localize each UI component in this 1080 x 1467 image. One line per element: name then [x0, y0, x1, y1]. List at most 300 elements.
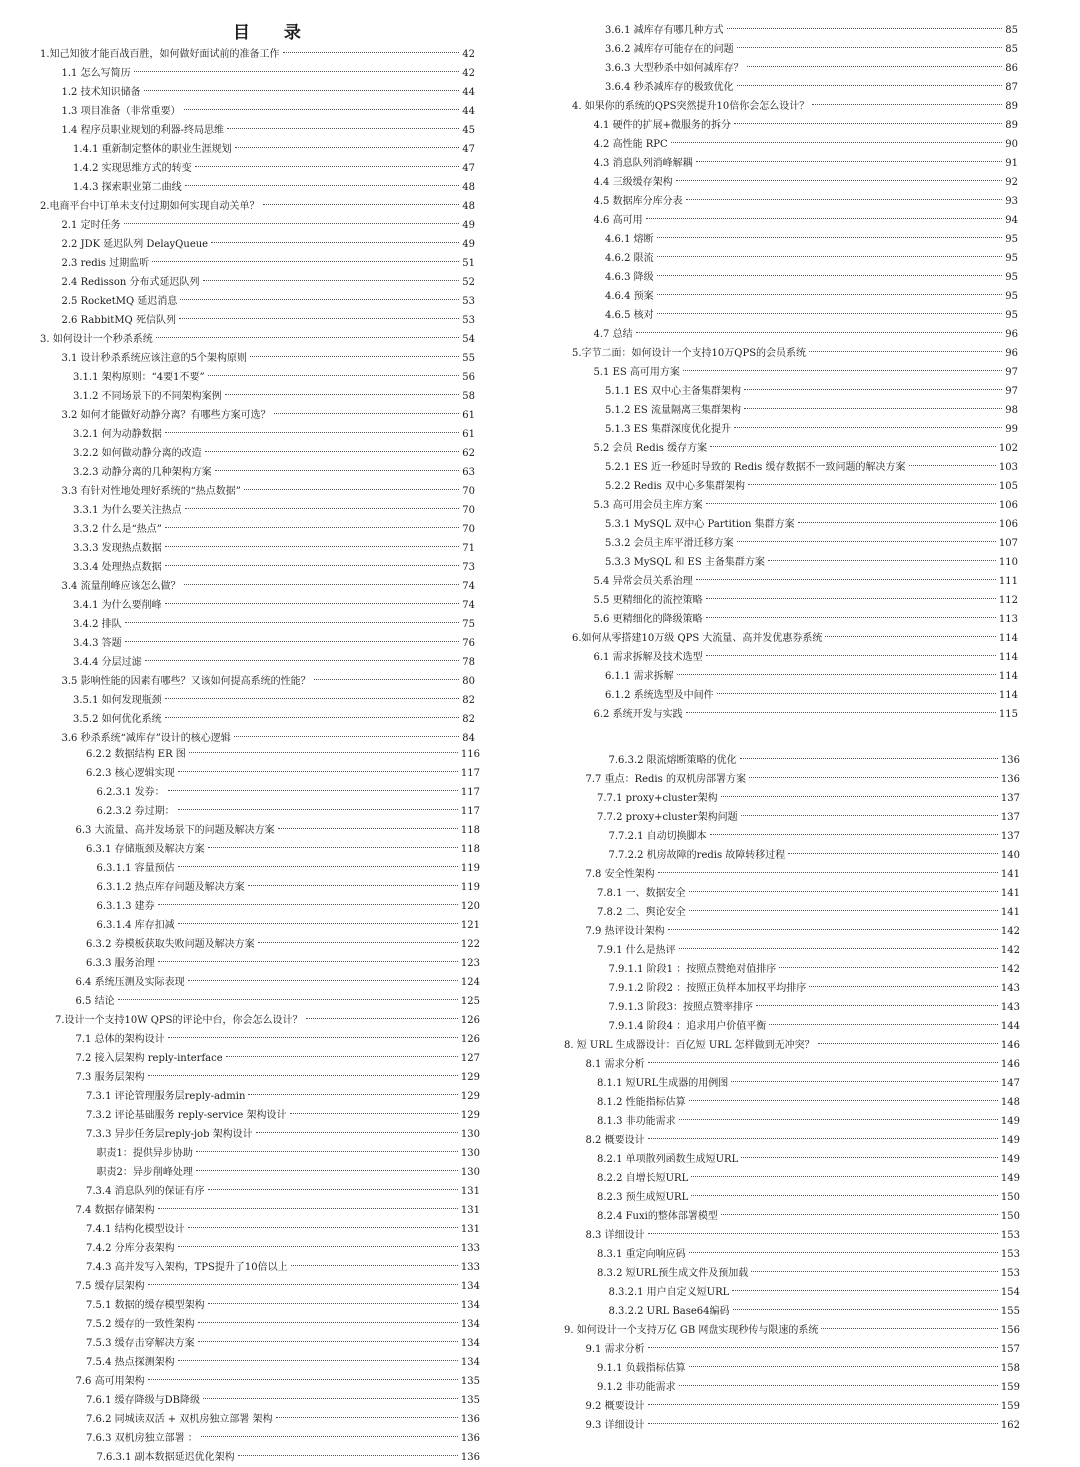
toc-entry[interactable] [76, 992, 481, 1011]
toc-entry-page: 136 [460, 1414, 480, 1425]
toc-entry[interactable] [86, 1258, 480, 1277]
toc-entry-title: 3.4.3 答题 [73, 638, 122, 649]
toc-entry-title: 9.3 详细设计 [585, 1420, 645, 1431]
toc-entry-page: 119 [460, 863, 480, 874]
toc-entry[interactable] [605, 230, 1018, 249]
toc-entry-title: 5.字节二面：如何设计一个支持10万QPS的会员系统 [572, 348, 807, 359]
toc-entry[interactable] [62, 235, 476, 254]
toc-entry[interactable] [564, 1321, 1020, 1340]
toc-leader-dots [818, 1043, 998, 1044]
toc-entry[interactable] [597, 808, 1020, 827]
toc-entry[interactable] [40, 197, 475, 216]
toc-entry-title: 5.2 会员 Redis 缓存方案 [593, 443, 708, 454]
toc-entry-page: 44 [462, 106, 475, 117]
toc-leader-dots [278, 828, 458, 829]
toc-entry[interactable] [572, 344, 1018, 363]
toc-entry[interactable] [76, 1068, 481, 1087]
toc-entry[interactable] [605, 686, 1018, 705]
toc-entry-page: 82 [462, 714, 475, 725]
toc-entry[interactable] [97, 802, 481, 821]
toc-entry[interactable] [76, 1030, 481, 1049]
toc-entry[interactable] [605, 287, 1018, 306]
toc-leader-dots [165, 565, 460, 566]
toc-entry[interactable] [594, 648, 1019, 667]
toc-leader-dots [148, 1284, 458, 1285]
toc-entry-title: 3.1 设计秒杀系统应该注意的5个架构原则 [61, 353, 247, 364]
toc-entry-page: 150 [1000, 1192, 1020, 1203]
toc-entry[interactable] [73, 159, 475, 178]
toc-leader-dots [788, 853, 998, 854]
toc-leader-dots [689, 1366, 998, 1367]
toc-entry[interactable] [62, 672, 476, 691]
toc-entry-title: 5.1.2 ES 流量隔离三集群架构 [605, 405, 741, 416]
toc-entry[interactable] [62, 254, 476, 273]
toc-entry-page: 95 [1005, 310, 1018, 321]
toc-entry[interactable] [73, 178, 475, 197]
toc-entry[interactable] [594, 363, 1019, 382]
toc-entry-page: 137 [1000, 793, 1020, 804]
toc-entry-title: 5.2.1 ES 近一秒延时导致的 Redis 缓存数据不一致问题的解决方案 [605, 462, 906, 473]
toc-entry-page: 130 [460, 1148, 480, 1159]
toc-column-bottom-right [564, 751, 1020, 1435]
toc-entry[interactable] [597, 789, 1020, 808]
toc-entry[interactable] [76, 1201, 481, 1220]
toc-entry-title: 8.2.4 Fuxi的整体部署模型 [597, 1211, 718, 1222]
toc-entry-title: 3.4.1 为什么要削峰 [73, 600, 162, 611]
toc-entry[interactable] [62, 482, 476, 501]
toc-entry[interactable] [597, 1359, 1020, 1378]
toc-entry-page: 105 [998, 481, 1018, 492]
toc-entry[interactable] [76, 1277, 481, 1296]
toc-leader-dots [185, 508, 460, 509]
toc-entry[interactable] [97, 859, 481, 878]
toc-entry-page: 93 [1005, 196, 1018, 207]
toc-entry[interactable] [97, 916, 481, 935]
toc-entry[interactable] [597, 884, 1020, 903]
toc-entry[interactable] [605, 401, 1018, 420]
toc-entry-page: 146 [1000, 1059, 1020, 1070]
toc-entry[interactable] [586, 1397, 1021, 1416]
toc-entry[interactable] [40, 330, 475, 349]
toc-entry[interactable] [594, 192, 1019, 211]
toc-entry[interactable] [86, 1296, 480, 1315]
toc-entry-page: 126 [460, 1015, 480, 1026]
toc-entry-title: 5.3.1 MySQL 双中心 Partition 集群方案 [605, 519, 795, 530]
toc-entry[interactable] [572, 97, 1018, 116]
toc-entry-page: 86 [1005, 63, 1018, 74]
toc-leader-dots [168, 790, 458, 791]
toc-leader-dots [276, 1417, 458, 1418]
toc-entry-page: 111 [998, 576, 1018, 587]
toc-entry-title: 6.5 结论 [75, 996, 115, 1007]
toc-leader-dots [648, 1062, 998, 1063]
toc-leader-dots [691, 1176, 998, 1177]
toc-leader-dots [263, 204, 460, 205]
toc-entry-title: 3.4 流量削峰应该怎么做？ [61, 581, 181, 592]
toc-entry-page: 157 [1000, 1344, 1020, 1355]
toc-entry-title: 7.5.3 缓存击穿解决方案 [86, 1338, 195, 1349]
toc-entry[interactable] [609, 1283, 1021, 1302]
toc-entry[interactable] [76, 1049, 481, 1068]
toc-leader-dots [756, 1005, 998, 1006]
toc-entry[interactable] [86, 1125, 480, 1144]
toc-entry[interactable] [86, 764, 480, 783]
toc-entry-title: 5.5 更精细化的流控策略 [593, 595, 703, 606]
toc-entry[interactable] [73, 596, 475, 615]
toc-leader-dots [184, 109, 460, 110]
toc-entry-page: 133 [460, 1262, 480, 1273]
toc-entry[interactable] [97, 1144, 481, 1163]
toc-leader-dots [124, 223, 460, 224]
toc-entry[interactable] [597, 1264, 1020, 1283]
toc-entry-title: 7.5.2 缓存的一致性架构 [86, 1319, 195, 1330]
toc-entry[interactable] [605, 21, 1018, 40]
toc-entry-title: 6.2.3.2 券过期： [96, 806, 175, 817]
toc-entry[interactable] [594, 173, 1019, 192]
toc-entry-title: 7.9.1.2 阶段2 ：按照正负样本加权平均排序 [608, 983, 807, 994]
toc-entry-page: 82 [462, 695, 475, 706]
toc-entry[interactable] [605, 534, 1018, 553]
toc-leader-dots [178, 771, 458, 772]
toc-entry[interactable] [73, 387, 475, 406]
toc-entry[interactable] [73, 634, 475, 653]
toc-entry[interactable] [605, 306, 1018, 325]
toc-entry[interactable] [597, 903, 1020, 922]
toc-entry-page: 116 [460, 749, 480, 760]
toc-entry[interactable] [62, 349, 476, 368]
toc-entry-title: 5.6 更精细化的降级策略 [593, 614, 703, 625]
toc-entry[interactable] [572, 629, 1018, 648]
toc-entry-title: 7.3.4 消息队列的保证有序 [86, 1186, 205, 1197]
toc-entry[interactable] [597, 1207, 1020, 1226]
toc-entry-page: 134 [460, 1281, 480, 1292]
toc-entry[interactable] [586, 1226, 1021, 1245]
toc-entry[interactable] [62, 311, 476, 330]
toc-entry-page: 134 [460, 1300, 480, 1311]
toc-entry[interactable] [594, 325, 1019, 344]
toc-entry-page: 114 [998, 690, 1018, 701]
toc-entry-title: 6.3.1.3 建券 [96, 901, 155, 912]
toc-entry[interactable] [76, 821, 481, 840]
toc-entry[interactable] [586, 922, 1021, 941]
toc-entry[interactable] [86, 1353, 480, 1372]
toc-leader-dots [215, 470, 460, 471]
toc-entry-title: 6.3 大流量、高并发场景下的问题及解决方案 [75, 825, 275, 836]
toc-entry[interactable] [605, 59, 1018, 78]
toc-leader-dots [125, 641, 460, 642]
toc-entry[interactable] [594, 572, 1019, 591]
toc-leader-dots [256, 1132, 458, 1133]
toc-entry[interactable] [73, 463, 475, 482]
toc-entry[interactable] [86, 1182, 480, 1201]
toc-entry-page: 159 [1000, 1382, 1020, 1393]
toc-leader-dots [706, 503, 996, 504]
toc-entry-page: 70 [462, 486, 475, 497]
toc-entry[interactable] [597, 1112, 1020, 1131]
toc-entry-page: 51 [462, 258, 475, 269]
toc-entry-title: 7.5.4 热点探测架构 [86, 1357, 175, 1368]
toc-entry-title: 4.5 数据库分库分表 [593, 196, 683, 207]
toc-entry[interactable] [86, 954, 480, 973]
toc-entry[interactable] [62, 102, 476, 121]
toc-entry[interactable] [586, 1416, 1021, 1435]
toc-entry-page: 129 [460, 1091, 480, 1102]
toc-entry-title: 3.2.3 动静分离的几种架构方案 [73, 467, 212, 478]
toc-entry-title: 2.6 RabbitMQ 死信队列 [61, 315, 176, 326]
toc-leader-dots [165, 717, 460, 718]
toc-entry[interactable] [73, 710, 475, 729]
toc-entry[interactable] [73, 653, 475, 672]
toc-entry[interactable] [609, 1302, 1021, 1321]
toc-leader-dots [733, 1309, 998, 1310]
toc-leader-dots [188, 1227, 458, 1228]
toc-entry-page: 106 [998, 519, 1018, 530]
toc-entry-title: 1.4.2 实现思维方式的转变 [73, 163, 192, 174]
toc-entry[interactable] [609, 979, 1021, 998]
toc-entry[interactable] [97, 878, 481, 897]
toc-entry-title: 5.1.1 ES 双中心主备集群架构 [605, 386, 741, 397]
toc-entry-page: 148 [1000, 1097, 1020, 1108]
toc-entry-title: 6.3.1.4 库存扣减 [96, 920, 175, 931]
toc-entry-page: 150 [1000, 1211, 1020, 1222]
toc-entry[interactable] [86, 840, 480, 859]
toc-leader-dots [227, 128, 459, 129]
toc-entry-page: 95 [1005, 272, 1018, 283]
toc-entry[interactable] [594, 705, 1019, 724]
toc-entry-page: 156 [1000, 1325, 1020, 1336]
toc-entry-page: 80 [462, 676, 475, 687]
toc-entry-title: 3.1.2 不同场景下的不同架构案例 [73, 391, 222, 402]
toc-entry-title: 7.设计一个支持10W QPS的评论中台，你会怎么设计？ [55, 1015, 303, 1026]
toc-entry[interactable] [86, 1315, 480, 1334]
toc-leader-dots [679, 948, 998, 949]
toc-entry[interactable] [97, 897, 481, 916]
toc-entry[interactable] [86, 1334, 480, 1353]
toc-entry-title: 9. 如何设计一个支持万亿 GB 网盘实现秒传与限速的系统 [564, 1325, 819, 1336]
toc-entry-page: 130 [460, 1167, 480, 1178]
toc-leader-dots [740, 758, 998, 759]
toc-entry[interactable] [97, 783, 481, 802]
toc-entry-title: 7.8.2 二、舆论安全 [597, 907, 686, 918]
toc-entry-page: 147 [1000, 1078, 1020, 1089]
toc-entry[interactable] [86, 1220, 480, 1239]
toc-entry[interactable] [76, 1372, 481, 1391]
toc-entry-title: 4.6.2 限流 [605, 253, 654, 264]
toc-entry[interactable] [605, 477, 1018, 496]
toc-entry-page: 118 [460, 844, 480, 855]
toc-entry[interactable] [86, 1410, 480, 1429]
toc-entry-title: 3.3.4 处理热点数据 [73, 562, 162, 573]
toc-entry[interactable] [586, 1340, 1021, 1359]
toc-entry[interactable] [609, 1017, 1021, 1036]
toc-entry-title: 6.2.3 核心逻辑实现 [86, 768, 175, 779]
toc-leader-dots [165, 432, 460, 433]
toc-entry[interactable] [594, 439, 1019, 458]
toc-entry[interactable] [605, 420, 1018, 439]
toc-entry-page: 117 [460, 806, 480, 817]
toc-entry-title: 9.1.2 非功能需求 [597, 1382, 676, 1393]
toc-entry[interactable] [609, 960, 1021, 979]
toc-entry[interactable] [86, 1391, 480, 1410]
toc-entry[interactable] [62, 292, 476, 311]
toc-entry[interactable] [586, 1131, 1021, 1150]
toc-entry[interactable] [73, 520, 475, 539]
toc-entry[interactable] [73, 501, 475, 520]
toc-entry-page: 70 [462, 524, 475, 535]
toc-entry-page: 91 [1005, 158, 1018, 169]
toc-leader-dots [737, 85, 1003, 86]
toc-leader-dots [244, 489, 459, 490]
toc-entry[interactable] [605, 40, 1018, 59]
toc-entry-page: 54 [462, 334, 475, 345]
toc-entry[interactable] [73, 615, 475, 634]
toc-entry-title: 7.3.2 评论基础服务 reply-service 架构设计 [86, 1110, 287, 1121]
toc-entry[interactable] [605, 553, 1018, 572]
toc-entry[interactable] [597, 1245, 1020, 1264]
toc-entry[interactable] [586, 1055, 1021, 1074]
toc-entry-page: 48 [462, 201, 475, 212]
toc-entry[interactable] [597, 1150, 1020, 1169]
toc-leader-dots [741, 815, 998, 816]
toc-entry[interactable] [586, 865, 1021, 884]
toc-leader-dots [283, 52, 460, 53]
toc-entry-title: 2.4 Redisson 分布式延迟队列 [61, 277, 200, 288]
toc-entry[interactable] [62, 216, 476, 235]
toc-entry[interactable] [594, 496, 1019, 515]
toc-entry[interactable] [86, 1106, 480, 1125]
toc-entry-page: 142 [1000, 964, 1020, 975]
toc-entry[interactable] [605, 249, 1018, 268]
toc-entry[interactable] [86, 1239, 480, 1258]
toc-leader-dots [741, 1157, 998, 1158]
toc-leader-dots [165, 527, 459, 528]
toc-entry[interactable] [605, 382, 1018, 401]
toc-entry-page: 123 [460, 958, 480, 969]
toc-entry-page: 155 [1000, 1306, 1020, 1317]
toc-entry-title: 6.1.1 需求拆解 [605, 671, 674, 682]
toc-entry[interactable] [62, 121, 476, 140]
toc-entry[interactable] [586, 770, 1021, 789]
toc-entry[interactable] [62, 83, 476, 102]
toc-entry[interactable] [564, 1036, 1020, 1055]
toc-entry[interactable] [97, 1163, 481, 1182]
toc-entry-title: 2.电商平台中订单未支付过期如何实现自动关单？ [40, 201, 260, 212]
toc-entry-title: 4.1 硬件的扩展+微服务的拆分 [593, 120, 731, 131]
toc-entry[interactable] [597, 1378, 1020, 1397]
toc-entry-page: 136 [1000, 755, 1020, 766]
toc-entry[interactable] [86, 1087, 480, 1106]
toc-entry-page: 134 [460, 1357, 480, 1368]
toc-entry[interactable] [594, 211, 1019, 230]
toc-entry[interactable] [597, 941, 1020, 960]
toc-entry-title: 1.4 程序员职业规划的利器-终局思维 [61, 125, 224, 136]
toc-leader-dots [290, 1113, 458, 1114]
toc-entry[interactable] [73, 444, 475, 463]
toc-entry-title: 6.3.2 券模板获取失败问题及解决方案 [86, 939, 255, 950]
toc-leader-dots [195, 166, 460, 167]
toc-entry-page: 98 [1005, 405, 1018, 416]
toc-entry[interactable] [62, 273, 476, 292]
toc-entry[interactable] [605, 667, 1018, 686]
toc-entry-title: 7.4.1 结构化模型设计 [86, 1224, 185, 1235]
toc-entry[interactable] [594, 135, 1019, 154]
toc-entry-title: 4.4 三级缓存架构 [593, 177, 673, 188]
toc-entry[interactable] [97, 1448, 481, 1467]
toc-entry-title: 7.5 缓存层架构 [75, 1281, 145, 1292]
toc-leader-dots [178, 809, 458, 810]
toc-entry[interactable] [86, 745, 480, 764]
toc-entry-title: 4.3 消息队列消峰解耦 [593, 158, 693, 169]
toc-entry[interactable] [609, 998, 1021, 1017]
toc-entry[interactable] [73, 425, 475, 444]
toc-entry[interactable] [597, 1169, 1020, 1188]
toc-entry[interactable] [597, 1074, 1020, 1093]
toc-entry-title: 4.6.3 降级 [605, 272, 654, 283]
toc-leader-dots [809, 986, 998, 987]
toc-entry[interactable] [73, 140, 475, 159]
toc-entry-title: 5.1.3 ES 集群深度优化提升 [605, 424, 731, 435]
toc-entry[interactable] [594, 591, 1019, 610]
toc-entry[interactable] [594, 610, 1019, 629]
toc-entry-page: 144 [1000, 1021, 1020, 1032]
toc-column-top-right [572, 21, 1018, 724]
toc-entry[interactable] [73, 558, 475, 577]
toc-leader-dots [696, 579, 996, 580]
toc-leader-dots [679, 1119, 998, 1120]
toc-entry[interactable] [605, 268, 1018, 287]
toc-leader-dots [180, 299, 459, 300]
toc-leader-dots [158, 961, 458, 962]
toc-entry[interactable] [86, 1429, 480, 1448]
toc-entry[interactable] [609, 827, 1021, 846]
toc-entry[interactable] [73, 368, 475, 387]
toc-entry[interactable] [605, 515, 1018, 534]
toc-entry-title: 7.1 总体的架构设计 [75, 1034, 165, 1045]
toc-leader-dots [710, 446, 996, 447]
toc-entry-page: 56 [462, 372, 475, 383]
toc-entry[interactable] [62, 64, 476, 83]
toc-entry[interactable] [73, 691, 475, 710]
toc-entry[interactable] [62, 406, 476, 425]
toc-entry-title: 6.2.2 数据结构 ER 图 [86, 749, 186, 760]
toc-entry-page: 136 [460, 1452, 480, 1463]
toc-entry-page: 149 [1000, 1135, 1020, 1146]
toc-entry[interactable] [605, 458, 1018, 477]
toc-entry[interactable] [605, 78, 1018, 97]
toc-entry[interactable] [55, 1011, 480, 1030]
toc-entry[interactable] [597, 1093, 1020, 1112]
toc-entry-page: 153 [1000, 1230, 1020, 1241]
toc-entry[interactable] [597, 1188, 1020, 1207]
toc-entry-page: 134 [460, 1338, 480, 1349]
toc-leader-dots [798, 522, 996, 523]
toc-leader-dots [677, 674, 996, 675]
toc-entry-title: 8.2.2 自增长短URL [597, 1173, 689, 1184]
toc-leader-dots [226, 1056, 458, 1057]
toc-entry[interactable] [76, 973, 481, 992]
toc-leader-dots [749, 777, 998, 778]
toc-entry[interactable] [40, 45, 475, 64]
toc-entry[interactable] [62, 577, 476, 596]
toc-entry[interactable] [609, 751, 1021, 770]
toc-entry[interactable] [594, 116, 1019, 135]
toc-entry[interactable] [73, 539, 475, 558]
toc-entry[interactable] [86, 935, 480, 954]
toc-entry[interactable] [594, 154, 1019, 173]
toc-entry[interactable] [609, 846, 1021, 865]
toc-leader-dots [156, 337, 460, 338]
toc-entry-title: 3.3.3 发现热点数据 [73, 543, 162, 554]
